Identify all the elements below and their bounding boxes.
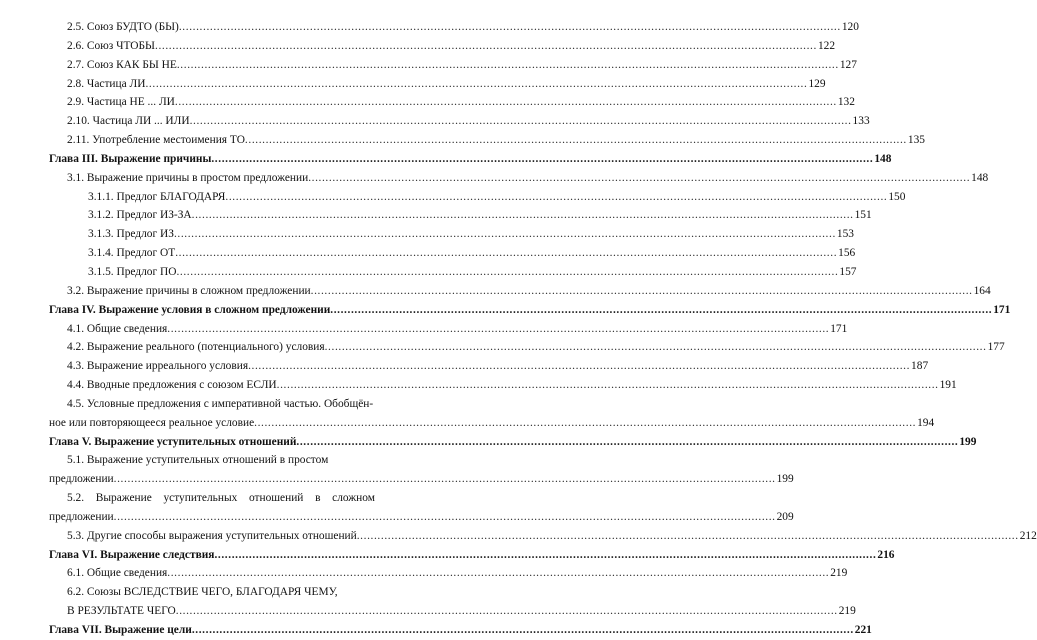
toc-entry-title: 3.2. Выражение причины в сложном предложении <box>67 284 311 297</box>
dot-leader <box>214 546 876 565</box>
toc-entry-title: 3.1.3. Предлог ИЗ <box>88 228 174 241</box>
dot-leader <box>179 18 841 37</box>
toc-entry-title: 3.1.4. Предлог ОТ <box>88 247 176 260</box>
dot-leader <box>308 169 970 188</box>
chapter-title: Глава VI. Выражение следствия <box>49 548 215 561</box>
dot-leader <box>277 376 939 395</box>
toc-entry-title: 6.1. Общие сведения <box>67 567 168 580</box>
toc-entry <box>49 131 925 150</box>
toc-entry-line2 <box>49 470 794 489</box>
toc-entry-title: 4.4. Вводные предложения с союзом ЕСЛИ <box>67 379 277 392</box>
toc-page-number: 129 <box>808 77 826 90</box>
dot-leader <box>245 131 907 150</box>
toc-entry <box>49 169 989 188</box>
dot-leader <box>325 338 987 357</box>
toc-entry <box>49 93 855 112</box>
dot-leader <box>177 56 839 75</box>
toc-entry-line1 <box>49 395 375 414</box>
chapter-title: Глава V. Выражение уступительных отношений <box>49 435 297 448</box>
toc-page-number: 156 <box>838 247 856 260</box>
toc-subentry <box>49 263 857 282</box>
toc-subentry <box>49 206 872 225</box>
toc-entry <box>49 320 848 339</box>
toc-word: 5.2. <box>67 492 85 505</box>
toc-entry <box>49 18 859 37</box>
toc-entry-title: 3.1.1. Предлог БЛАГОДАРЯ <box>88 190 226 203</box>
toc-entry-title-cont: ное или повторяющееся реальное условие <box>49 416 255 429</box>
toc-entry <box>49 112 870 131</box>
toc-page-number: 135 <box>907 134 925 147</box>
toc-page-number: 171 <box>993 303 1011 316</box>
toc-page-number: 151 <box>854 209 872 222</box>
dot-leader <box>330 301 992 320</box>
toc-entry-line2 <box>49 508 794 527</box>
toc-entry-title: 3.1.2. Предлог ИЗ-ЗА <box>88 209 192 222</box>
toc-page-number: 199 <box>959 435 977 448</box>
toc-entry-title-cont: В РЕЗУЛЬТАТЕ ЧЕГО <box>67 605 176 618</box>
toc-entry-line1 <box>49 451 375 470</box>
toc-entry-title: 2.11. Употребление местоимения ТО <box>67 134 245 147</box>
toc-entry <box>49 527 1037 546</box>
toc-page-number: 148 <box>874 152 892 165</box>
toc-page-number: 171 <box>830 322 848 335</box>
toc-subentry <box>49 225 854 244</box>
toc-entry <box>49 56 857 75</box>
dot-leader <box>145 75 807 94</box>
dot-leader <box>176 263 838 282</box>
dot-leader <box>175 93 837 112</box>
toc-word: Выражение <box>95 492 152 505</box>
toc-entry <box>49 357 929 376</box>
toc-page-number: 199 <box>776 473 794 486</box>
toc-entry-title: 4.2. Выражение реального (потенциального) условия <box>67 341 325 354</box>
toc-page-number: 212 <box>1019 529 1037 542</box>
chapter-title: Глава VII. Выражение цели <box>49 624 192 636</box>
toc-page-number: 219 <box>830 567 848 580</box>
toc-subentry <box>49 244 856 263</box>
toc-entry-title: 2.5. Союз БУДТО (БЫ) <box>67 21 179 33</box>
toc-entry <box>49 376 957 395</box>
toc-entry-title: 6.2. Союзы ВСЛЕДСТВИЕ ЧЕГО, БЛАГОДАРЯ ЧЕМУ, <box>67 586 338 599</box>
toc-entry-title: 3.1. Выражение причины в простом предложении <box>67 171 309 184</box>
dot-leader <box>175 244 837 263</box>
toc-page-number: 191 <box>939 379 957 392</box>
toc-chapter <box>49 301 1011 320</box>
toc-entry <box>49 338 1005 357</box>
toc-page-number: 150 <box>888 190 906 203</box>
toc-word: сложном <box>332 492 375 505</box>
toc-entry <box>49 564 848 583</box>
toc-page-number: 216 <box>877 548 895 561</box>
toc-entry-title: 4.1. Общие сведения <box>67 322 168 335</box>
dot-leader <box>225 188 887 207</box>
dot-leader <box>114 470 776 489</box>
toc-chapter <box>49 546 895 565</box>
dot-leader <box>192 206 854 225</box>
dot-leader <box>211 150 873 169</box>
dot-leader <box>114 508 776 527</box>
toc-subentry <box>49 188 906 207</box>
toc-page-number: 209 <box>776 510 794 523</box>
toc-entry-title: 2.8. Частица ЛИ <box>67 77 146 90</box>
toc-entry-line1 <box>49 583 375 602</box>
toc-word: уступительных <box>163 492 238 505</box>
dot-leader <box>167 320 829 339</box>
toc-entry <box>49 282 991 301</box>
toc-chapter <box>49 150 892 169</box>
toc-page-number: 157 <box>839 265 857 278</box>
chapter-title: Глава IV. Выражение условия в сложном предложении <box>49 303 331 316</box>
toc-entry-title-cont: предложении <box>49 473 114 486</box>
toc-page-number: 177 <box>987 341 1005 354</box>
toc-page-number: 219 <box>838 605 856 618</box>
toc-page-number: 132 <box>837 96 855 109</box>
dot-leader <box>192 621 854 640</box>
toc-page-number: 153 <box>836 228 854 241</box>
dot-leader <box>357 527 1019 546</box>
toc-page-number: 194 <box>917 416 935 429</box>
toc-entry-title-cont: предложении <box>49 510 114 523</box>
toc-entry-title: 4.3. Выражение ирреального условия <box>67 360 249 373</box>
toc-entry-line2 <box>49 414 935 433</box>
toc-entry-title: 2.6. Союз ЧТОБЫ <box>67 39 155 52</box>
chapter-title: Глава III. Выражение причины <box>49 152 212 165</box>
toc-entry-line1-justified <box>49 489 375 508</box>
dot-leader <box>174 225 836 244</box>
toc-entry-title: 2.7. Союз КАК БЫ НЕ <box>67 58 177 71</box>
toc-entry-title: 2.9. Частица НЕ ... ЛИ <box>67 96 175 109</box>
toc-page-number: 120 <box>841 21 859 33</box>
toc-chapter <box>49 433 977 452</box>
toc-entry <box>49 75 826 94</box>
dot-leader <box>167 564 829 583</box>
toc-page-number: 148 <box>971 171 989 184</box>
toc-entry-title: 2.10. Частица ЛИ ... ИЛИ <box>67 115 190 128</box>
dot-leader <box>190 112 852 131</box>
toc-page-number: 187 <box>911 360 929 373</box>
toc-word: в <box>315 492 321 505</box>
dot-leader <box>296 433 958 452</box>
toc-page-number: 127 <box>839 58 857 71</box>
toc-page-number: 122 <box>817 39 836 52</box>
toc-entry-title: 5.3. Другие способы выражения уступительных отношений <box>67 529 357 542</box>
toc-entry-title: 4.5. Условные предложения с императивной частью. Обобщён- <box>67 397 374 410</box>
toc-page-number: 164 <box>973 284 991 297</box>
table-of-contents <box>49 18 1037 640</box>
toc-page-number: 133 <box>852 115 870 128</box>
dot-leader <box>155 37 817 56</box>
toc-word: отношений <box>248 492 304 505</box>
toc-entry-line2 <box>49 602 856 621</box>
toc-entry-title: 5.1. Выражение уступительных отношений в простом <box>67 454 329 467</box>
toc-page-number: 221 <box>854 624 872 636</box>
toc-entry-title: 3.1.5. Предлог ПО <box>88 265 177 278</box>
toc-chapter <box>49 621 872 640</box>
dot-leader <box>248 357 910 376</box>
dot-leader <box>176 602 838 621</box>
dot-leader <box>311 282 973 301</box>
dot-leader <box>254 414 916 433</box>
toc-entry <box>49 37 836 56</box>
